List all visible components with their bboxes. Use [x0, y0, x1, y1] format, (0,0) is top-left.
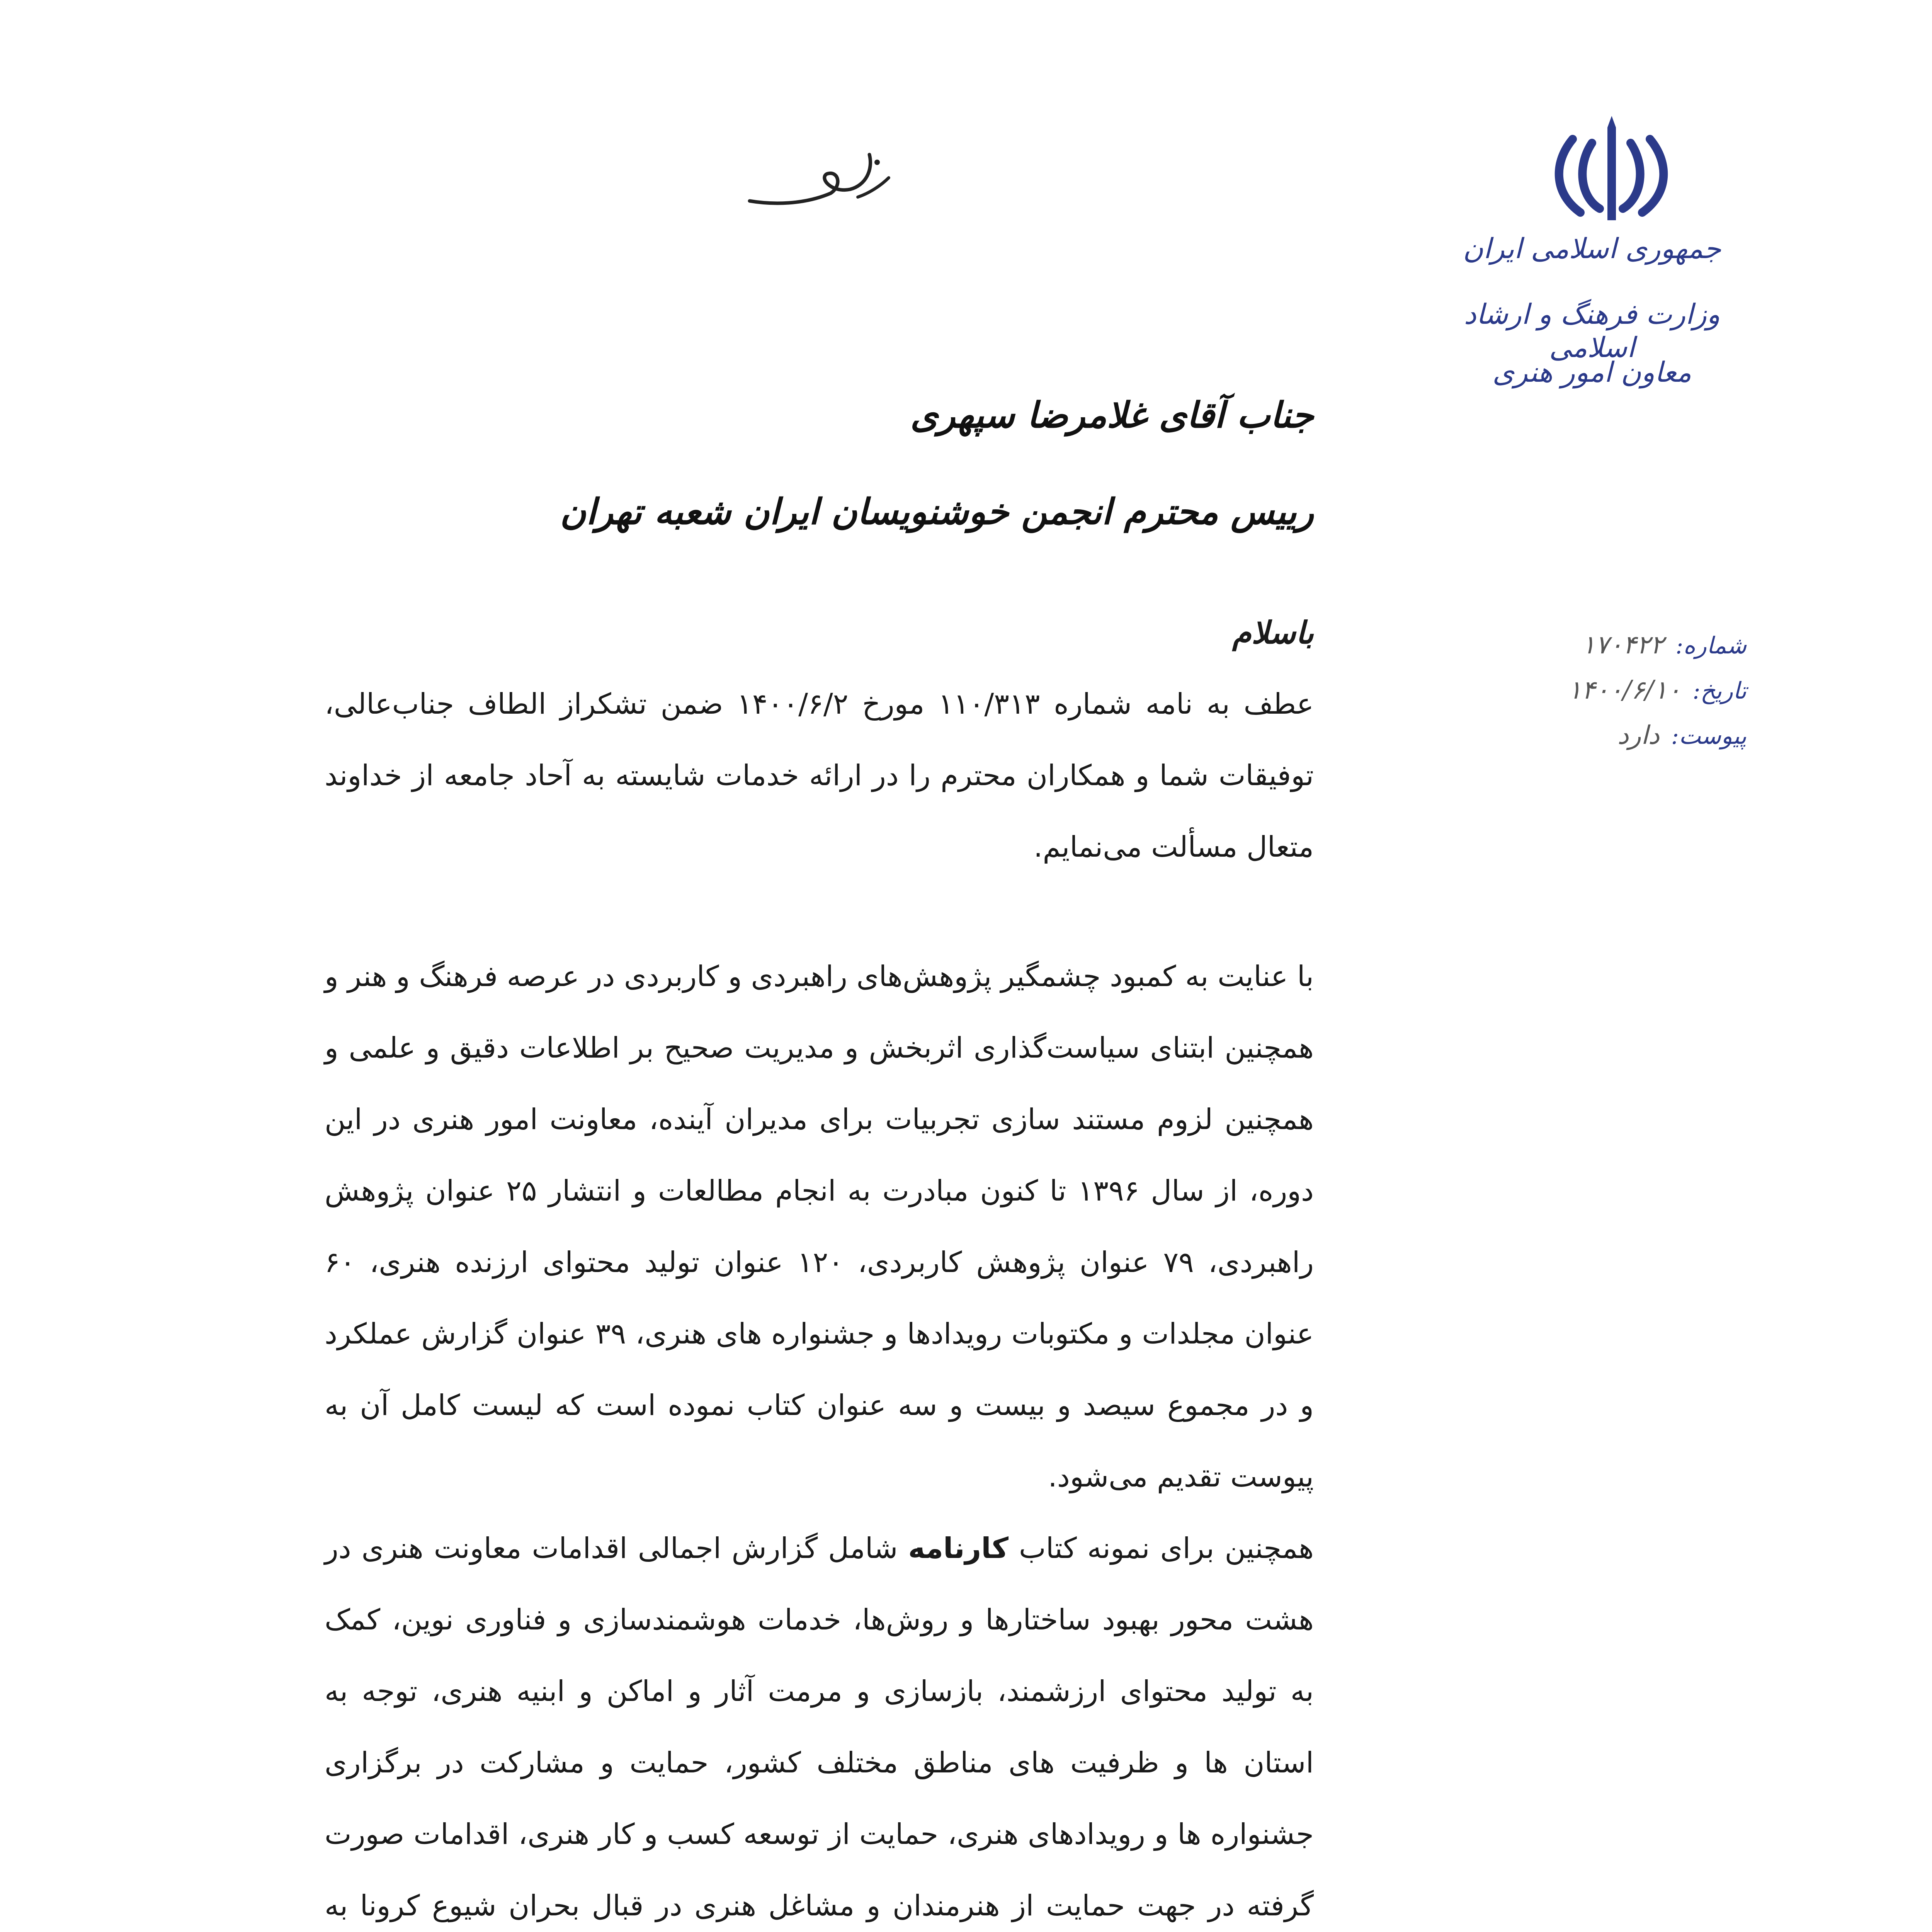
body-paragraph-1: عطف به نامه شماره ۱۱۰/۳۱۳ مورخ ۱۴۰۰/۶/۲ ضمن تشکراز الطاف جناب‌عالی، توفیقات شما و همکاران محترم را در ارائه خدمات شایسته به آحاد جامعه از خداوند متعال مسألت می‌نمایم.	[325, 687, 1314, 864]
ministry-line-3: معاون امور هنری	[1492, 356, 1692, 388]
iran-emblem-icon	[1549, 116, 1673, 232]
recipient-name: جناب آقای غلامرضا سپهری	[910, 394, 1314, 436]
letter-body	[325, 668, 1314, 1932]
letter-meta	[1515, 630, 1747, 765]
body-paragraph-3-end: شامل گزارش اجمالی اقدامات معاونت هنری در هشت محور بهبود ساختارها و روش‌ها، خدمات هوشمندسازی و فناوری نوین، کمک به تولید محتوای ارزشمند، بازسازی و مرمت آثار و اماکن و ابنیه هنری، توجه به استان ها و ظرفیت های مناطق مختلف کشور، حمایت و مشارکت در برگزاری جشنواره ها و رویدادهای هنری، حمایت از توسعه کسب و کار هنری، اقدامات صورت گرفته در جهت حمایت از هنرمندان و مشاغل هنری در قبال بحران شیوع کرونا به	[325, 1532, 1314, 1922]
letter-date-label: تاریخ:	[1692, 677, 1747, 704]
greeting: باسلام	[1232, 614, 1314, 651]
letter-attachment-label: پیوست:	[1671, 723, 1747, 750]
handwritten-attachment-note	[742, 147, 904, 216]
letter-date-row	[1515, 675, 1747, 705]
letter-attachment-row	[1515, 720, 1747, 750]
ministry-line-1: جمهوری اسلامی ایران	[1463, 232, 1721, 265]
letter-date-value: ۱۴۰۰/۶/۱۰	[1568, 675, 1681, 705]
recipient-title: رییس محترم انجمن خوشنویسان ایران شعبه تهران	[560, 491, 1314, 532]
letter-number-value: ۱۷۰۴۲۲	[1582, 630, 1664, 660]
body-paragraph-3	[325, 1513, 1314, 1932]
book-title-karnameh: کارنامه	[908, 1532, 1009, 1565]
letter-attachment-value: دارد	[1617, 720, 1660, 750]
letter-number-row	[1515, 630, 1747, 660]
letter-number-label: شماره:	[1675, 632, 1747, 659]
body-paragraph-2: با عنایت به کمبود چشمگیر پژوهش‌های راهبردی و کاربردی در عرصه فرهنگ و هنر و همچنین ابتنای سیاست‌گذاری اثربخش و مدیریت صحیح بر اطلاعات دقیق و علمی و همچنین لزوم مستند سازی تجربیات برای مدیران آینده، معاونت امور هنری در این دوره، از سال ۱۳۹۶ تا کنون مبادرت به انجام مطالعات و انتشار ۲۵ عنوان پژوهش راهبردی، ۷۹ عنوان پژوهش کاربردی، ۱۲۰ عنوان تولید محتوای ارزنده هنری، ۶۰ عنوان مجلدات و مکتوبات رویدادها و جشنواره های هنری، ۳۹ عنوان گزارش عملکرد و در مجموع سیصد و بیست و سه عنوان کتاب نموده است که لیست کامل آن به پیوست تقدیم می‌شود.	[325, 960, 1314, 1493]
body-paragraph-3-start: همچنین برای نمونه کتاب	[1019, 1532, 1314, 1565]
ministry-line-2: وزارت فرهنگ و ارشاد اسلامی	[1464, 298, 1720, 364]
